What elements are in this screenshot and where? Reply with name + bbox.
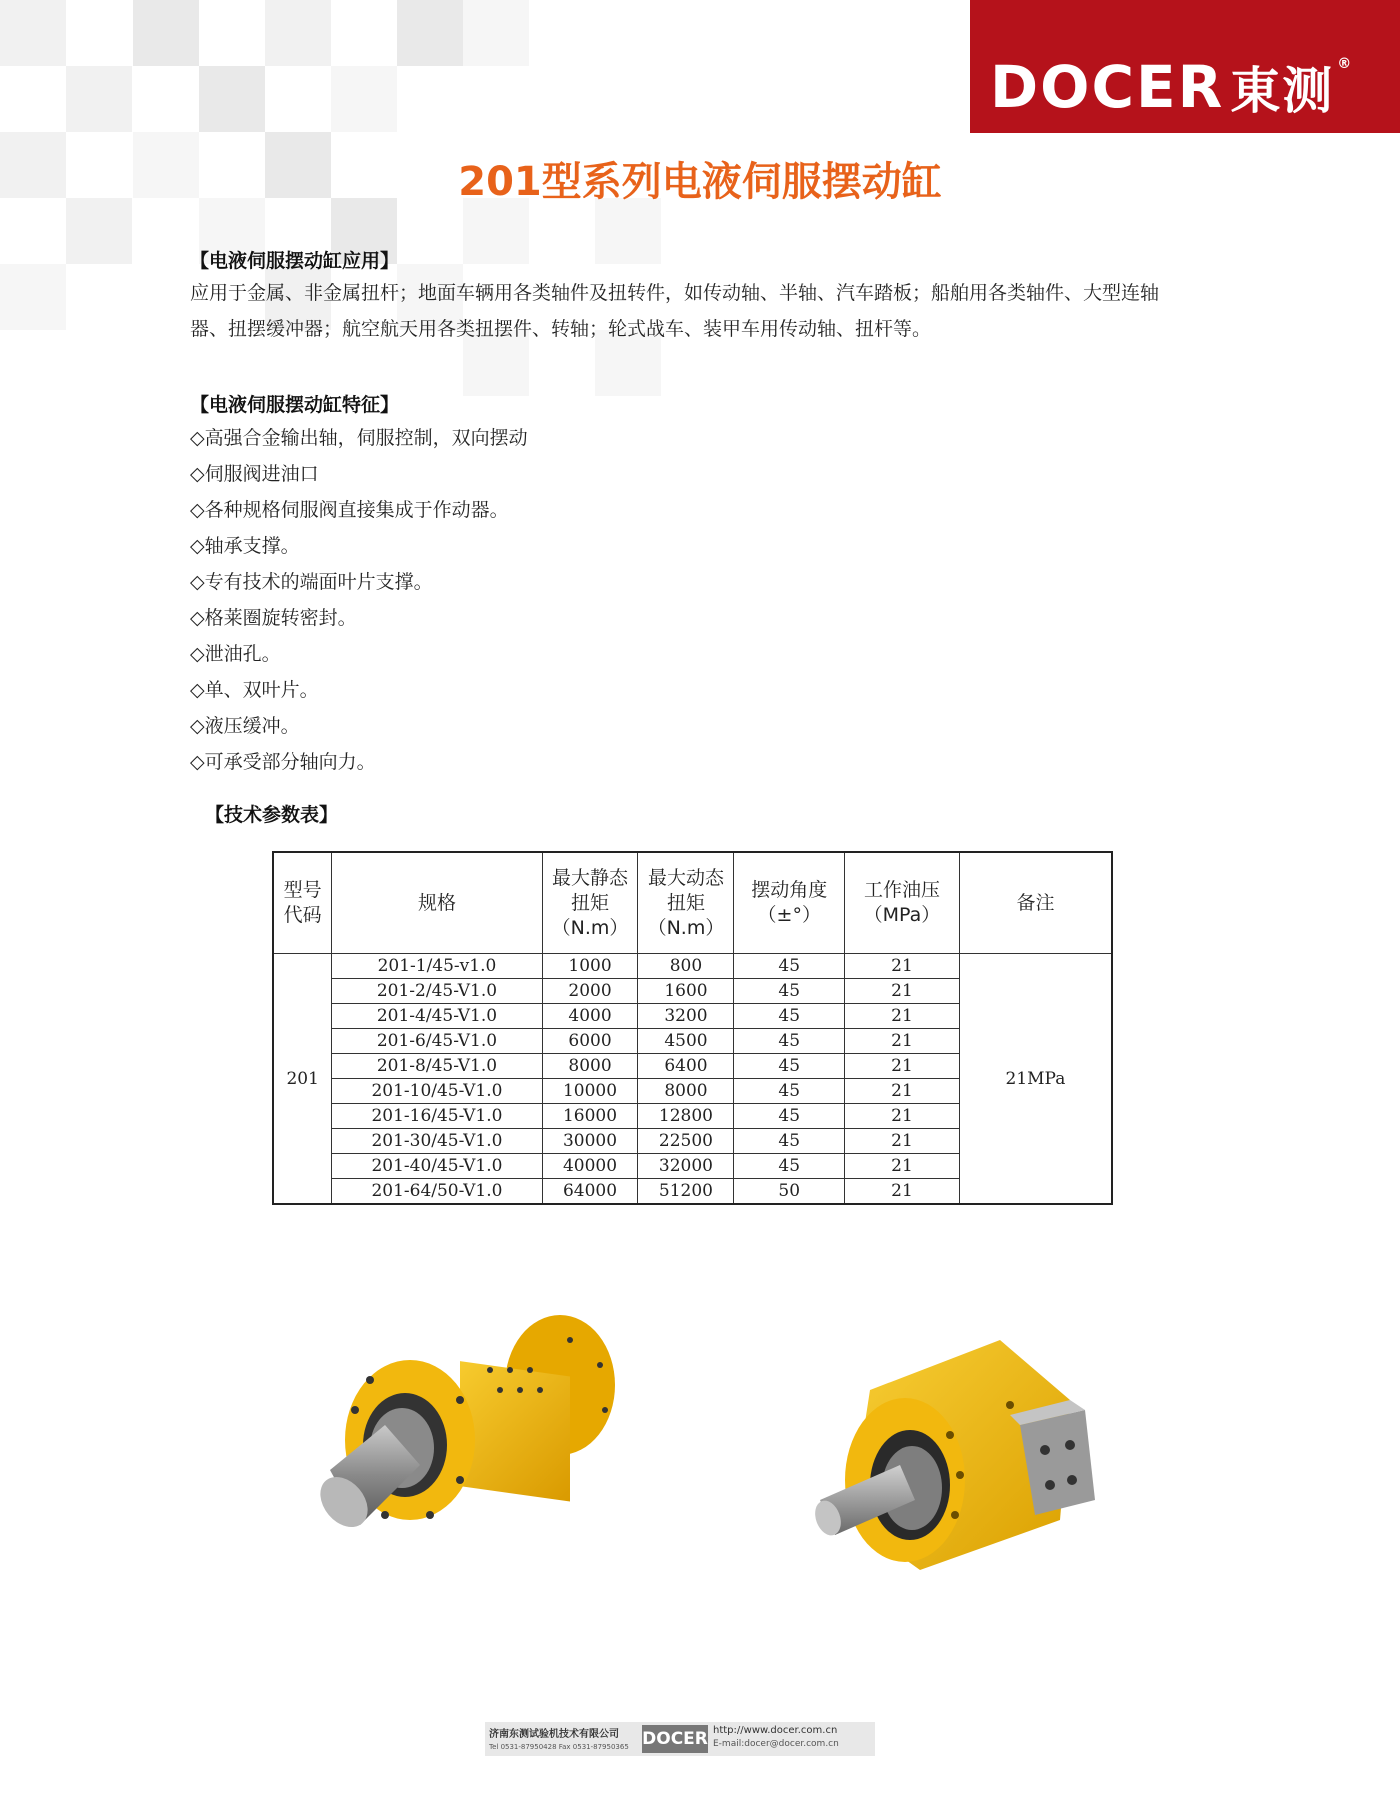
brand-logo (990, 52, 1351, 122)
cell-dynamic: 32000 (638, 1154, 734, 1179)
cell-angle: 45 (734, 1079, 845, 1104)
cell-static: 2000 (542, 979, 638, 1004)
cell-spec: 201-10/45-V1.0 (332, 1079, 542, 1104)
cell-dynamic: 800 (638, 954, 734, 979)
feature-item: ◇专有技术的端面叶片支撑。 (190, 571, 433, 593)
feature-item: ◇液压缓冲。 (190, 715, 300, 737)
footer-company: 济南东测试验机技术有限公司 (489, 1729, 619, 1740)
features-list (190, 420, 528, 780)
cell-pressure: 21 (845, 1004, 960, 1029)
cell-pressure: 21 (845, 954, 960, 979)
header-model-code: 型号 代码 (273, 852, 332, 954)
cell-pressure: 21 (845, 1129, 960, 1154)
cell-spec: 201-4/45-V1.0 (332, 1004, 542, 1029)
cell-note: 21MPa (959, 954, 1112, 1205)
features-heading: 【电液伺服摆动缸特征】 (190, 394, 400, 416)
application-line: 应用于金属、非金属扭杆；地面车辆用各类轴件及扭转件，如传动轴、半轴、汽车踏板；船舶用各类轴件、大型连轴 (190, 282, 1160, 304)
table-row (273, 954, 1112, 979)
cell-pressure: 21 (845, 1029, 960, 1054)
cell-angle: 45 (734, 1029, 845, 1054)
footer-email-link[interactable]: E-mail:docer@docer.com.cn (713, 1739, 839, 1749)
params-heading: 【技术参数表】 (205, 804, 339, 826)
cell-dynamic: 22500 (638, 1129, 734, 1154)
header-note: 备注 (959, 852, 1112, 954)
cell-spec: 201-8/45-V1.0 (332, 1054, 542, 1079)
cell-spec: 201-6/45-V1.0 (332, 1029, 542, 1054)
cell-static: 40000 (542, 1154, 638, 1179)
product-photo-right (810, 1330, 1110, 1580)
feature-item: ◇格莱圈旋转密封。 (190, 607, 357, 629)
application-line: 器、扭摆缓冲器；航空航天用各类扭摆件、转轴；轮式战车、装甲车用传动轴、扭杆等。 (190, 318, 932, 340)
cell-spec: 201-64/50-V1.0 (332, 1179, 542, 1205)
cell-pressure: 21 (845, 979, 960, 1004)
footer-phone: Tel 0531-87950428 Fax 0531-87950365 (489, 1743, 629, 1751)
cell-static: 16000 (542, 1104, 638, 1129)
cell-pressure: 21 (845, 1104, 960, 1129)
footer-logo: DOCER (642, 1725, 708, 1753)
page-title: 201型系列电液伺服摆动缸 (458, 159, 942, 205)
application-text (190, 275, 1250, 347)
cell-angle: 45 (734, 1154, 845, 1179)
cell-static: 4000 (542, 1004, 638, 1029)
cell-pressure: 21 (845, 1079, 960, 1104)
logo-chinese: 東测 (1230, 62, 1335, 120)
cell-static: 30000 (542, 1129, 638, 1154)
feature-item: ◇各种规格伺服阀直接集成于作动器。 (190, 499, 509, 521)
cell-angle: 45 (734, 1104, 845, 1129)
cell-dynamic: 1600 (638, 979, 734, 1004)
cell-static: 6000 (542, 1029, 638, 1054)
cell-static: 10000 (542, 1079, 638, 1104)
cell-model-code: 201 (273, 954, 332, 1205)
cell-static: 1000 (542, 954, 638, 979)
cell-spec: 201-40/45-V1.0 (332, 1154, 542, 1179)
cell-angle: 45 (734, 1129, 845, 1154)
cell-angle: 45 (734, 954, 845, 979)
cell-dynamic: 51200 (638, 1179, 734, 1205)
cell-pressure: 21 (845, 1154, 960, 1179)
table-header-row (273, 852, 1112, 954)
feature-item: ◇单、双叶片。 (190, 679, 319, 701)
spec-table (272, 851, 1113, 1205)
logo-english: DOCER (990, 53, 1225, 121)
cell-static: 8000 (542, 1054, 638, 1079)
cell-angle: 45 (734, 1004, 845, 1029)
cell-angle: 45 (734, 979, 845, 1004)
cell-pressure: 21 (845, 1179, 960, 1205)
footer-contact (489, 1725, 639, 1751)
cell-pressure: 21 (845, 1054, 960, 1079)
header-oil-pressure: 工作油压 （MPa） (845, 852, 960, 954)
application-heading: 【电液伺服摆动缸应用】 (190, 250, 400, 272)
cell-dynamic: 12800 (638, 1104, 734, 1129)
feature-item: ◇泄油孔。 (190, 643, 281, 665)
footer (485, 1722, 875, 1756)
cell-dynamic: 4500 (638, 1029, 734, 1054)
cell-dynamic: 6400 (638, 1054, 734, 1079)
feature-item: ◇高强合金输出轴，伺服控制，双向摆动 (190, 427, 528, 449)
registered-mark: ® (1337, 56, 1352, 72)
product-photo-left (310, 1310, 640, 1550)
header-static-torque: 最大静态 扭矩 （N.m） (542, 852, 638, 954)
cell-angle: 45 (734, 1054, 845, 1079)
header-swing-angle: 摆动角度 （±°） (734, 852, 845, 954)
cell-spec: 201-1/45-v1.0 (332, 954, 542, 979)
header-dynamic-torque: 最大动态 扭矩 （N.m） (638, 852, 734, 954)
cell-dynamic: 3200 (638, 1004, 734, 1029)
feature-item: ◇可承受部分轴向力。 (190, 751, 376, 773)
feature-item: ◇伺服阀进油口 (190, 463, 319, 485)
cell-static: 64000 (542, 1179, 638, 1205)
cell-angle: 50 (734, 1179, 845, 1205)
header-spec: 规格 (332, 852, 542, 954)
cell-spec: 201-30/45-V1.0 (332, 1129, 542, 1154)
footer-web (713, 1725, 839, 1749)
feature-item: ◇轴承支撑。 (190, 535, 300, 557)
footer-url-link[interactable]: http://www.docer.com.cn (713, 1725, 838, 1736)
cell-dynamic: 8000 (638, 1079, 734, 1104)
cell-spec: 201-16/45-V1.0 (332, 1104, 542, 1129)
cell-spec: 201-2/45-V1.0 (332, 979, 542, 1004)
